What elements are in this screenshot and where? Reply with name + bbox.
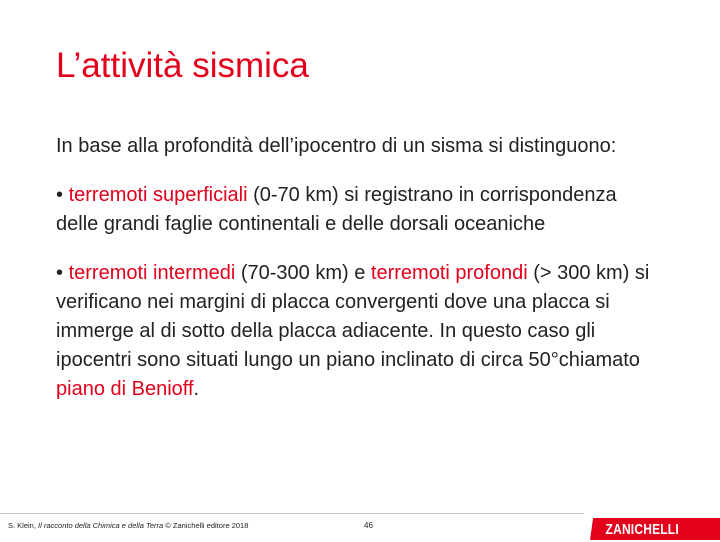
zanichelli-logo [590,518,720,540]
footer-author: S. Klein, [8,521,39,530]
footer-publisher: © Zanichelli editore 2018 [163,521,249,530]
bullet-intermediate-deep [56,259,656,404]
logo-text: ZANICHELLI [605,520,679,538]
term-superficial: terremoti superficiali [68,184,248,206]
slide-body [56,132,656,404]
term-benioff: piano di Benioff [56,378,194,400]
term-deep: terremoti profondi [370,262,528,284]
bullet-deep-text: (> 300 km) si verificano nei margini di placca convergenti dove una placca si immerge al di sotto della placca adiacente. In questo caso gli ipocentri sono situati lungo un piano inclinato di circa 50°chiamato [56,262,650,371]
bullet-end: . [193,378,200,400]
intro-paragraph: In base alla profondità dell’ipocentro di un sisma si distinguono: [56,135,617,157]
term-intermediate: terremoti intermedi [68,262,236,284]
page-number: 46 [364,521,373,530]
bullet-intermediate-text: (70-300 km) e [235,262,371,284]
footer-credit [8,521,248,530]
bullet-marker: • [56,262,64,284]
bullet-superficial [56,181,656,239]
footer-book-title: Il racconto della Chimica e della Terra [38,521,164,530]
bullet-superficial-text: (0-70 km) si registrano in corrispondenza delle grandi faglie continentali e delle dorsali oceaniche [56,184,617,235]
footer-divider [0,513,584,514]
slide-title: L’attività sismica [56,46,309,85]
bullet-marker: • [56,184,64,206]
